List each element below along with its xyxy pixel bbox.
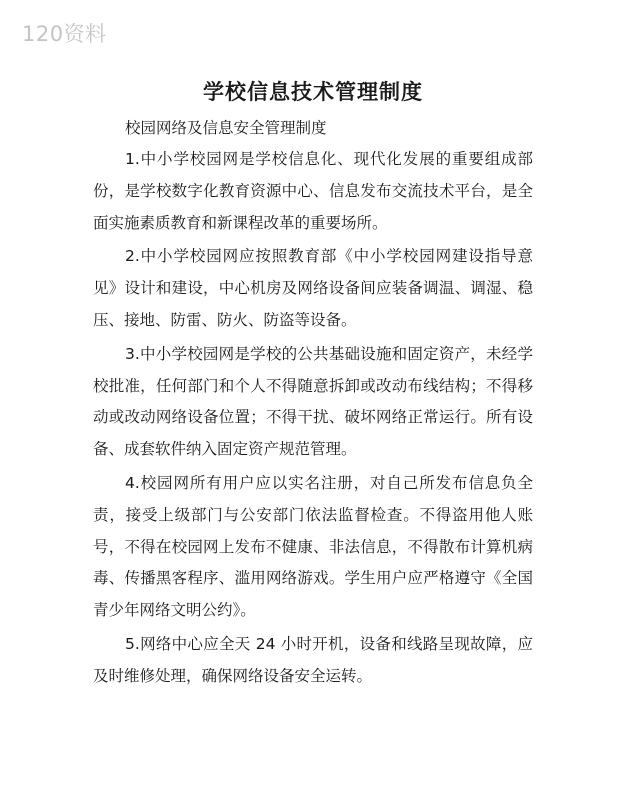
paragraph-5: 5.网络中心应全天 24 小时开机，设备和线路呈现故障，应及时维修处理，确保网络设备安全运转。: [93, 634, 533, 685]
paragraph-3: 3.中小学校园网是学校的公共基础设施和固定资产，未经学校批准，任何部门和个人不得随意拆卸或改动布线结构；不得移动或改动网络设备位置；不得干扰、破坏网络正常运行。所有设备、成套软件纳入固定资产规范管理。: [93, 344, 533, 459]
document-body: [93, 144, 533, 695]
document-title: 学校信息技术管理制度: [203, 80, 423, 104]
watermark: 120资料: [22, 22, 107, 46]
paragraph-4: 4.校园网所有用户应以实名注册，对自己所发布信息负全责，接受上级部门与公安部门依法监督检查。不得盗用他人账号，不得在校园网上发布不健康、非法信息，不得散布计算机病毒、传播黑客程序、滥用网络游戏。学生用户应严格遵守《全国青少年网络文明公约》。: [93, 473, 533, 620]
document-subtitle: 校园网络及信息安全管理制度: [125, 119, 327, 137]
paragraph-1: 1.中小学校园网是学校信息化、现代化发展的重要组成部份，是学校数字化教育资源中心、信息发布交流技术平台，是全面实施素质教育和新课程改革的重要场所。: [93, 150, 533, 232]
paragraph-2: 2.中小学校园网应按照教育部《中小学校园网建设指导意见》设计和建设，中心机房及网络设备间应装备调温、调湿、稳压、接地、防雷、防火、防盗等设备。: [93, 247, 533, 329]
